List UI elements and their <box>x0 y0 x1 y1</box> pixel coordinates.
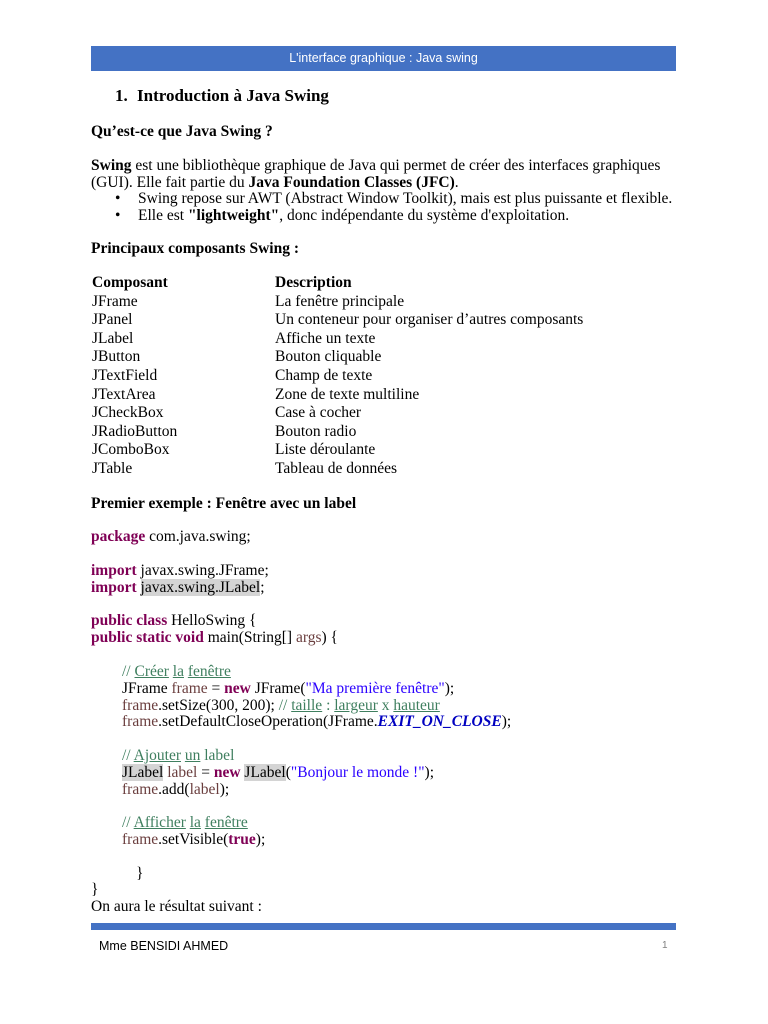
code-line: } <box>136 865 144 882</box>
code-line: import javax.swing.JFrame; <box>91 562 269 579</box>
code-line: frame.setVisible(true); <box>122 831 266 848</box>
table-cell: Un conteneur pour organiser d’autres composants <box>275 311 584 328</box>
code-comment: // Afficher la fenêtre <box>122 814 248 831</box>
code-line: frame.setSize(300, 200); // taille : largeur x hauteur <box>122 697 440 714</box>
page-header: L'interface graphique : Java swing <box>91 46 676 71</box>
code-line: } <box>91 881 99 898</box>
code-line: package com.java.swing; <box>91 528 251 545</box>
intro-line-1: Swing est une bibliothèque graphique de Java qui permet de créer des interfaces graphiques <box>91 157 661 174</box>
table-cell: JTextField <box>92 367 158 384</box>
table-cell: Affiche un texte <box>275 330 376 347</box>
table-cell: JPanel <box>92 311 133 328</box>
bullet-marker: • <box>115 190 121 207</box>
table-cell: Champ de texte <box>275 367 373 384</box>
table-cell: La fenêtre principale <box>275 293 405 310</box>
example-heading: Premier exemple : Fenêtre avec un label <box>91 495 357 512</box>
bullet-marker: • <box>115 207 121 224</box>
table-cell: Zone de texte multiline <box>275 386 420 403</box>
code-line: public class HelloSwing { <box>91 612 257 629</box>
intro-line-2: (GUI). Elle fait partie du Java Foundation Classes (JFC). <box>91 174 459 191</box>
code-line: public static void main(String[] args) { <box>91 629 338 646</box>
table-cell: JTextArea <box>92 386 156 403</box>
table-cell: JRadioButton <box>92 423 178 440</box>
question-heading: Qu’est-ce que Java Swing ? <box>91 123 273 140</box>
section-title <box>115 86 329 106</box>
code-line: import javax.swing.JLabel; <box>91 579 265 596</box>
footer-bar <box>91 923 676 930</box>
table-cell: JCheckBox <box>92 404 164 421</box>
code-line: frame.add(label); <box>122 781 230 798</box>
table-header-component: Composant <box>92 274 168 291</box>
code-line: JFrame frame = new JFrame("Ma première fenêtre"); <box>122 680 455 697</box>
section-title-text: Introduction à Java Swing <box>137 86 329 105</box>
table-cell: JTable <box>92 460 133 477</box>
table-cell: JLabel <box>92 330 134 347</box>
table-cell: Bouton cliquable <box>275 348 382 365</box>
code-line: JLabel label = new JLabel("Bonjour le monde !"); <box>122 764 434 781</box>
bullet-item: Elle est "lightweight", donc indépendante du système d'exploitation. <box>138 207 570 224</box>
section-number: 1. <box>115 86 128 105</box>
table-cell: JFrame <box>92 293 138 310</box>
result-line: On aura le résultat suivant : <box>91 898 262 915</box>
table-cell: Liste déroulante <box>275 441 376 458</box>
bullet-item: Swing repose sur AWT (Abstract Window Toolkit), mais est plus puissante et flexible. <box>138 190 673 207</box>
code-comment: // Créer la fenêtre <box>122 663 231 680</box>
code-line: frame.setDefaultCloseOperation(JFrame.EXIT_ON_CLOSE); <box>122 713 512 730</box>
table-header-description: Description <box>275 274 352 291</box>
components-heading: Principaux composants Swing : <box>91 240 299 257</box>
code-comment: // Ajouter un label <box>122 747 235 764</box>
table-cell: JComboBox <box>92 441 170 458</box>
footer-author: Mme BENSIDI AHMED <box>99 939 229 953</box>
page-number: 1 <box>662 940 668 951</box>
table-cell: Case à cocher <box>275 404 362 421</box>
table-cell: Tableau de données <box>275 460 398 477</box>
table-cell: Bouton radio <box>275 423 357 440</box>
table-cell: JButton <box>92 348 141 365</box>
